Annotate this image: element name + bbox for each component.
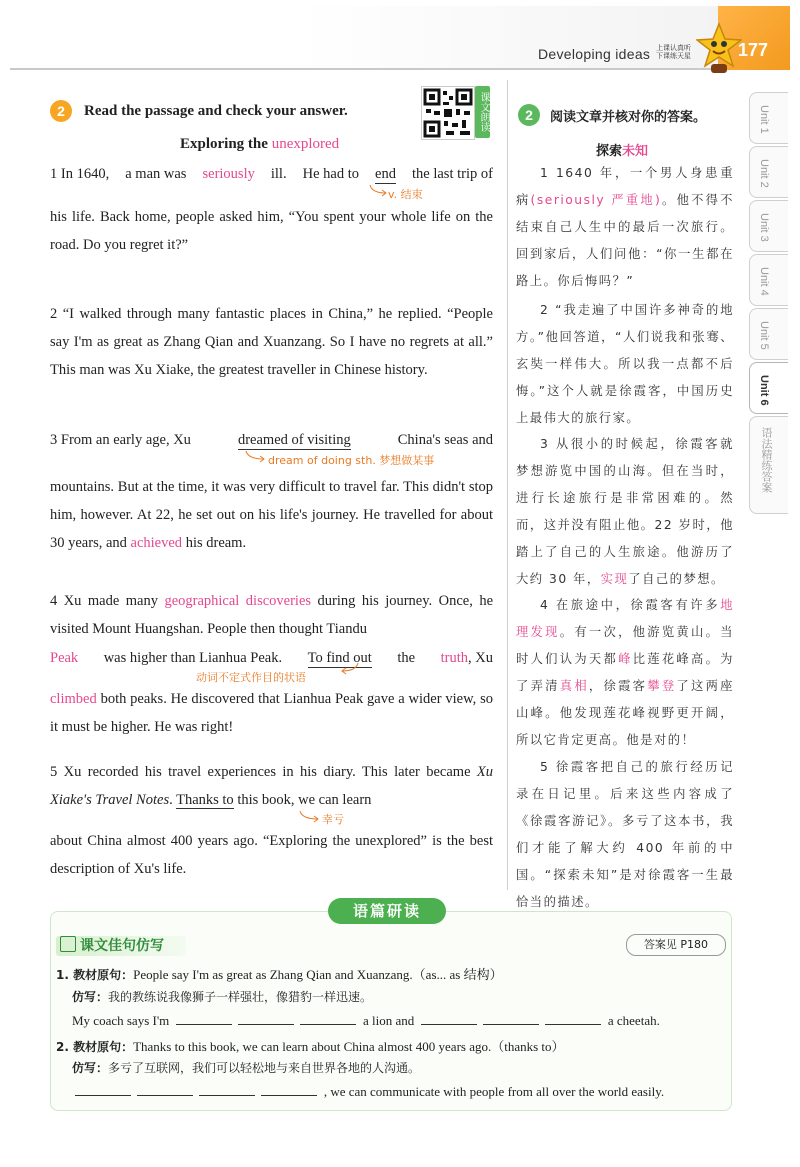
note-arrow-icon [340,662,360,676]
answer-blank[interactable] [300,1012,356,1025]
cn-p2: 2 “我走遍了中国许多神奇的地方。”他回答道，“人们说我和张骞、玄奘一样伟大。所以我一点都不后悔。”这个人就是徐霞客，中国历史上最伟大的旅行家。 [516,303,734,425]
p4-line3: Peak was higher than Lianhua Peak. To find out the truth, Xu [50,650,493,666]
cn-instruction: 阅读文章并核对你的答案。 [550,110,707,125]
tab-unit-1[interactable]: Unit 1 [749,92,788,144]
answer-blank[interactable] [199,1083,255,1096]
answer-blank[interactable] [176,1012,232,1025]
note-dream: dream of doing sth. 梦想做某事 [268,454,435,467]
p3-body: mountains. But at the time, it was very difficult to travel far. This didn't stop him, however. At 22, he set out on his life's journey. He travelled for about 30 years, and achieved his dream. [50,479,493,551]
tab-unit-6[interactable]: Unit 6 [749,362,788,414]
p5-body-b: about China almost 400 years ago. “Exploring the unexplored” is the best description of Xu's life. [50,833,493,877]
cn-p4: 4 在旅途中，徐霞客有许多地理发现。有一次，他游览黄山。当时人们认为天都峰比莲花峰高。为了弄清真相，徐霞客攀登了这两座山峰。他发现莲花峰视野更开阔，所以它肯定更高。他是对的！ [516,598,734,747]
answer-blank[interactable] [261,1083,317,1096]
cn-p3: 3 从很小的时候起，徐霞客就梦想游览中国的山海。但在当时，进行长途旅行是非常困难的。然而，这并没有阻止他。22 岁时，他踏上了自己的人生旅途。他游历了大约 30 年，实现了自己的梦想。 [516,437,734,586]
p1-line1: 1 In 1640, a man was seriously ill. He had to end the last trip of [50,166,493,182]
book-title: Xu Xiake's Travel Notes [50,764,494,808]
word-peak: Peak [50,650,79,666]
qr-audio-label[interactable]: 课文朗读 [475,86,490,138]
cn-p1: 1 1640 年，一个男人身患重病(seriously 严重地)。他不得不结束自己人生中的最后一次旅行。回到家后，人们问他：“你一生都在路上。你后悔吗？” [516,166,734,288]
exercise-1-fill: My coach says I'm a lion and a cheetah. [72,1013,660,1028]
note-end: v. 结束 [388,188,423,201]
exercise-2-prompt: 仿写：多亏了互联网，我们可以轻松地与来自世界各地的人沟通。 [72,1061,421,1075]
note-arrow-icon [368,184,388,198]
study-box-title: 语篇研读 [328,898,446,924]
page-number: 177 [738,40,769,60]
p3-line1: 3 From an early age, Xu dreamed of visiting China's seas and [50,432,493,448]
exercise-2-fill: , we can communicate with people from all over the world easily. [72,1083,664,1100]
answer-reference: 答案见 P180 [626,934,726,956]
answer-blank[interactable] [483,1012,539,1025]
word-truth: truth [440,650,468,666]
word-achieved: achieved [130,535,183,551]
note-thanks: 幸亏 [322,813,344,826]
passage-title-highlight: unexplored [271,136,340,152]
cn-activity-badge: 2 [518,104,540,126]
word-seriously: seriously [202,166,255,182]
p5-body-a: 5 Xu recorded his travel experiences in his diary. This later became Xu Xiake's Travel Notes. Thanks to this book, we can learn [50,764,494,808]
qr-code-icon[interactable] [421,86,475,140]
cn-p5: 5 徐霞客把自己的旅行经历记录在日记里。后来这些内容成了《徐霞客游记》。多亏了这本书，我们才能了解大约 400 年前的中国。“探索未知”是对徐霞客一生最恰当的描述。 [516,760,734,909]
answer-blank[interactable] [137,1083,193,1096]
activity-number-badge: 2 [50,100,72,122]
tab-unit-3[interactable]: Unit 3 [749,200,788,252]
word-end: end [375,166,396,182]
phrase-thanks-to: Thanks to [176,792,234,808]
tab-unit-5[interactable]: Unit 5 [749,308,788,360]
section-heading: 课文佳句仿写 [56,936,186,956]
p2-body: 2 “I walked through many fantastic places in China,” he replied. “People say I'm as great as Zhang Qian and Xuanzang. So I have no regrets at all.” This man was Xu Xiake, the greatest traveller in Chinese history. [50,306,493,378]
note-find: 动词不定式作目的状语 [196,671,306,684]
phrase-to-find-out: To find out [307,650,372,666]
cn-title: 探索未知 [596,144,649,159]
p4-body-a: 4 Xu made many geographical discoveries during his journey. Once, he visited Mount Huangshan. People then thought Tiandu [50,593,494,637]
tab-unit-4[interactable]: Unit 4 [749,254,788,306]
exercise-1-source: 1. 教材原句：People say I'm as great as Zhang Qian and Xuanzang.（as... as 结构） [56,967,503,982]
exercise-2-source: 2. 教材原句：Thanks to this book, we can learn about China almost 400 years ago.（thanks to） [56,1039,565,1054]
tab-grammar-answers[interactable]: 语法精练答案 [749,416,788,514]
p1-body: his life. Back home, people asked him, “You spent your whole life on the road. Do you regret it?” [50,209,493,253]
header-title: Developing ideas [538,46,651,62]
tab-unit-2[interactable]: Unit 2 [749,146,788,198]
phrase-geographical-discoveries: geographical discoveries [164,593,312,609]
passage-title: Exploring the unexplored [180,136,340,152]
header-slogan: 上课认真听 下课练天星 [656,44,691,60]
answer-blank[interactable] [238,1012,294,1025]
note-arrow-icon [298,810,320,824]
star-mascot-icon [696,22,742,74]
answer-blank[interactable] [545,1012,601,1025]
p4-body-b: climbed both peaks. He discovered that Lianhua Peak gave a wider view, so it must be higher. He was right! [50,691,493,735]
activity-instruction: Read the passage and check your answer. [84,103,348,119]
note-arrow-icon [244,450,266,464]
pencil-note-icon [60,936,76,952]
answer-blank[interactable] [75,1083,131,1096]
answer-blank[interactable] [421,1012,477,1025]
header-rule [10,68,722,70]
exercise-1-prompt: 仿写：我的教练说我像狮子一样强壮，像猎豹一样迅速。 [72,990,373,1004]
column-divider [507,80,508,890]
word-climbed: climbed [50,691,97,707]
phrase-dreamed-of-visiting: dreamed of visiting [237,432,351,448]
